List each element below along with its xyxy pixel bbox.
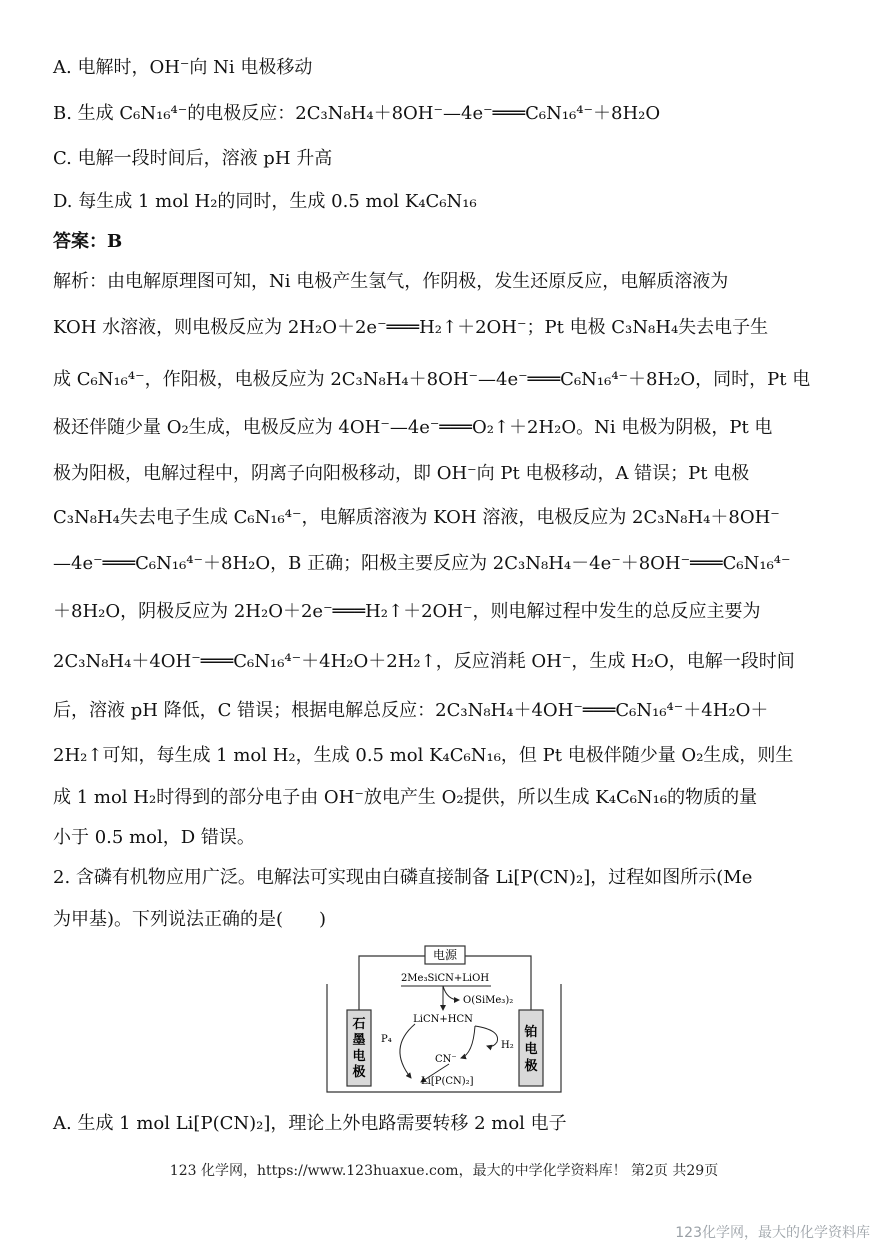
option-b: B. 生成 C₆N₁₆⁴⁻的电极反应：2C₃N₈H₄＋8OH⁻—4e⁻═══C₆N₁₆⁴⁻＋8H₂O xyxy=(53,103,661,124)
power-source-label: 电源 xyxy=(432,948,458,962)
analysis-line: 解析：由电解原理图可知，Ni 电极产生氢气，作阴极，发生还原反应，电解质溶液为 xyxy=(53,271,729,292)
cn-label: CN⁻ xyxy=(435,1054,457,1065)
cn-arrow xyxy=(461,1026,475,1058)
p4-arrow xyxy=(400,1024,415,1078)
analysis-line: 极为阳极，电解过程中，阴离子向阳极移动，即 OH⁻向 Pt 电极移动，A 错误；Pt 电极 xyxy=(53,463,750,484)
analysis-line: 成 C₆N₁₆⁴⁻，作阳极，电极反应为 2C₃N₈H₄＋8OH⁻—4e⁻═══C₆N₁₆⁴⁻＋8H₂O，同时，Pt 电 xyxy=(53,369,811,390)
analysis-line: KOH 水溶液，则电极反应为 2H₂O＋2e⁻═══H₂↑＋2OH⁻；Pt 电极 C₃N₈H₄失去电子生 xyxy=(53,317,769,338)
reactants-label: 2Me₃SiCN+LiOH xyxy=(400,973,490,984)
platinum-char: 铂 xyxy=(524,1025,538,1040)
page-footer: 123 化学网，https://www.123huaxue.com，最大的中学化学资料库！ 第2页 共29页 xyxy=(169,1163,719,1179)
graphite-char: 墨 xyxy=(352,1033,366,1048)
analysis-line: 2H₂↑可知，每生成 1 mol H₂，生成 0.5 mol K₄C₆N₁₆，但 Pt 电极伴随少量 O₂生成，则生 xyxy=(53,745,794,766)
analysis-line: 极还伴随少量 O₂生成，电极反应为 4OH⁻—4e⁻═══O₂↑＋2H₂O。Ni 电极为阴极，Pt 电 xyxy=(53,417,773,438)
graphite-char: 石 xyxy=(352,1017,366,1032)
electrolysis-diagram xyxy=(325,944,565,1094)
analysis-line: ＋8H₂O，阴极反应为 2H₂O＋2e⁻═══H₂↑＋2OH⁻，则电解过程中发生的总反应主要为 xyxy=(53,601,761,622)
byproduct-arrow xyxy=(443,986,459,1000)
byproduct-label: O(SiMe₃)₂ xyxy=(463,995,514,1006)
h2-label: H₂ xyxy=(501,1040,514,1051)
analysis-line: 后，溶液 pH 降低，C 错误；根据电解总反应：2C₃N₈H₄＋4OH⁻═══C₆N₁₆⁴⁻＋4H₂O＋ xyxy=(53,700,769,721)
p4-label: P₄ xyxy=(381,1034,392,1045)
analysis-line: 成 1 mol H₂时得到的部分电子由 OH⁻放电产生 O₂提供，所以生成 K₄C₆N₁₆的物质的量 xyxy=(53,787,758,808)
question2-line1: 2. 含磷有机物应用广泛。电解法可实现由白磷直接制备 Li[P(CN)₂]，过程如图所示(Me xyxy=(53,867,753,888)
analysis-line: 小于 0.5 mol，D 错误。 xyxy=(53,827,255,848)
product-label: Li[P(CN)₂] xyxy=(421,1076,474,1087)
watermark: 123化学网，最大的化学资料库 xyxy=(675,1225,870,1241)
graphite-char: 电 xyxy=(352,1049,366,1064)
h2-arrow xyxy=(475,1026,498,1047)
option-a: A. 电解时，OH⁻向 Ni 电极移动 xyxy=(53,57,313,78)
question2-line2: 为甲基)。下列说法正确的是( ) xyxy=(53,909,327,930)
analysis-line: C₃N₈H₄失去电子生成 C₆N₁₆⁴⁻，电解质溶液为 KOH 溶液，电极反应为 2C₃N₈H₄＋8OH⁻ xyxy=(53,507,780,528)
analysis-line: —4e⁻═══C₆N₁₆⁴⁻＋8H₂O，B 正确；阳极主要反应为 2C₃N₈H₄－4e⁻＋8OH⁻═══C₆N₁₆⁴⁻ xyxy=(53,553,791,574)
graphite-char: 极 xyxy=(352,1065,366,1080)
analysis-line: 2C₃N₈H₄＋4OH⁻═══C₆N₁₆⁴⁻＋4H₂O＋2H₂↑，反应消耗 OH⁻，生成 H₂O，电解一段时间 xyxy=(53,651,795,672)
answer: 答案：B xyxy=(53,231,123,252)
option-c: C. 电解一段时间后，溶液 pH 升高 xyxy=(53,148,333,169)
option-d: D. 每生成 1 mol H₂的同时，生成 0.5 mol K₄C₆N₁₆ xyxy=(53,191,477,212)
platinum-char: 极 xyxy=(524,1059,538,1074)
q2-option-a: A. 生成 1 mol Li[P(CN)₂]，理论上外电路需要转移 2 mol 电子 xyxy=(53,1113,567,1134)
platinum-char: 电 xyxy=(524,1042,538,1057)
intermediate-label: LiCN+HCN xyxy=(413,1014,473,1025)
